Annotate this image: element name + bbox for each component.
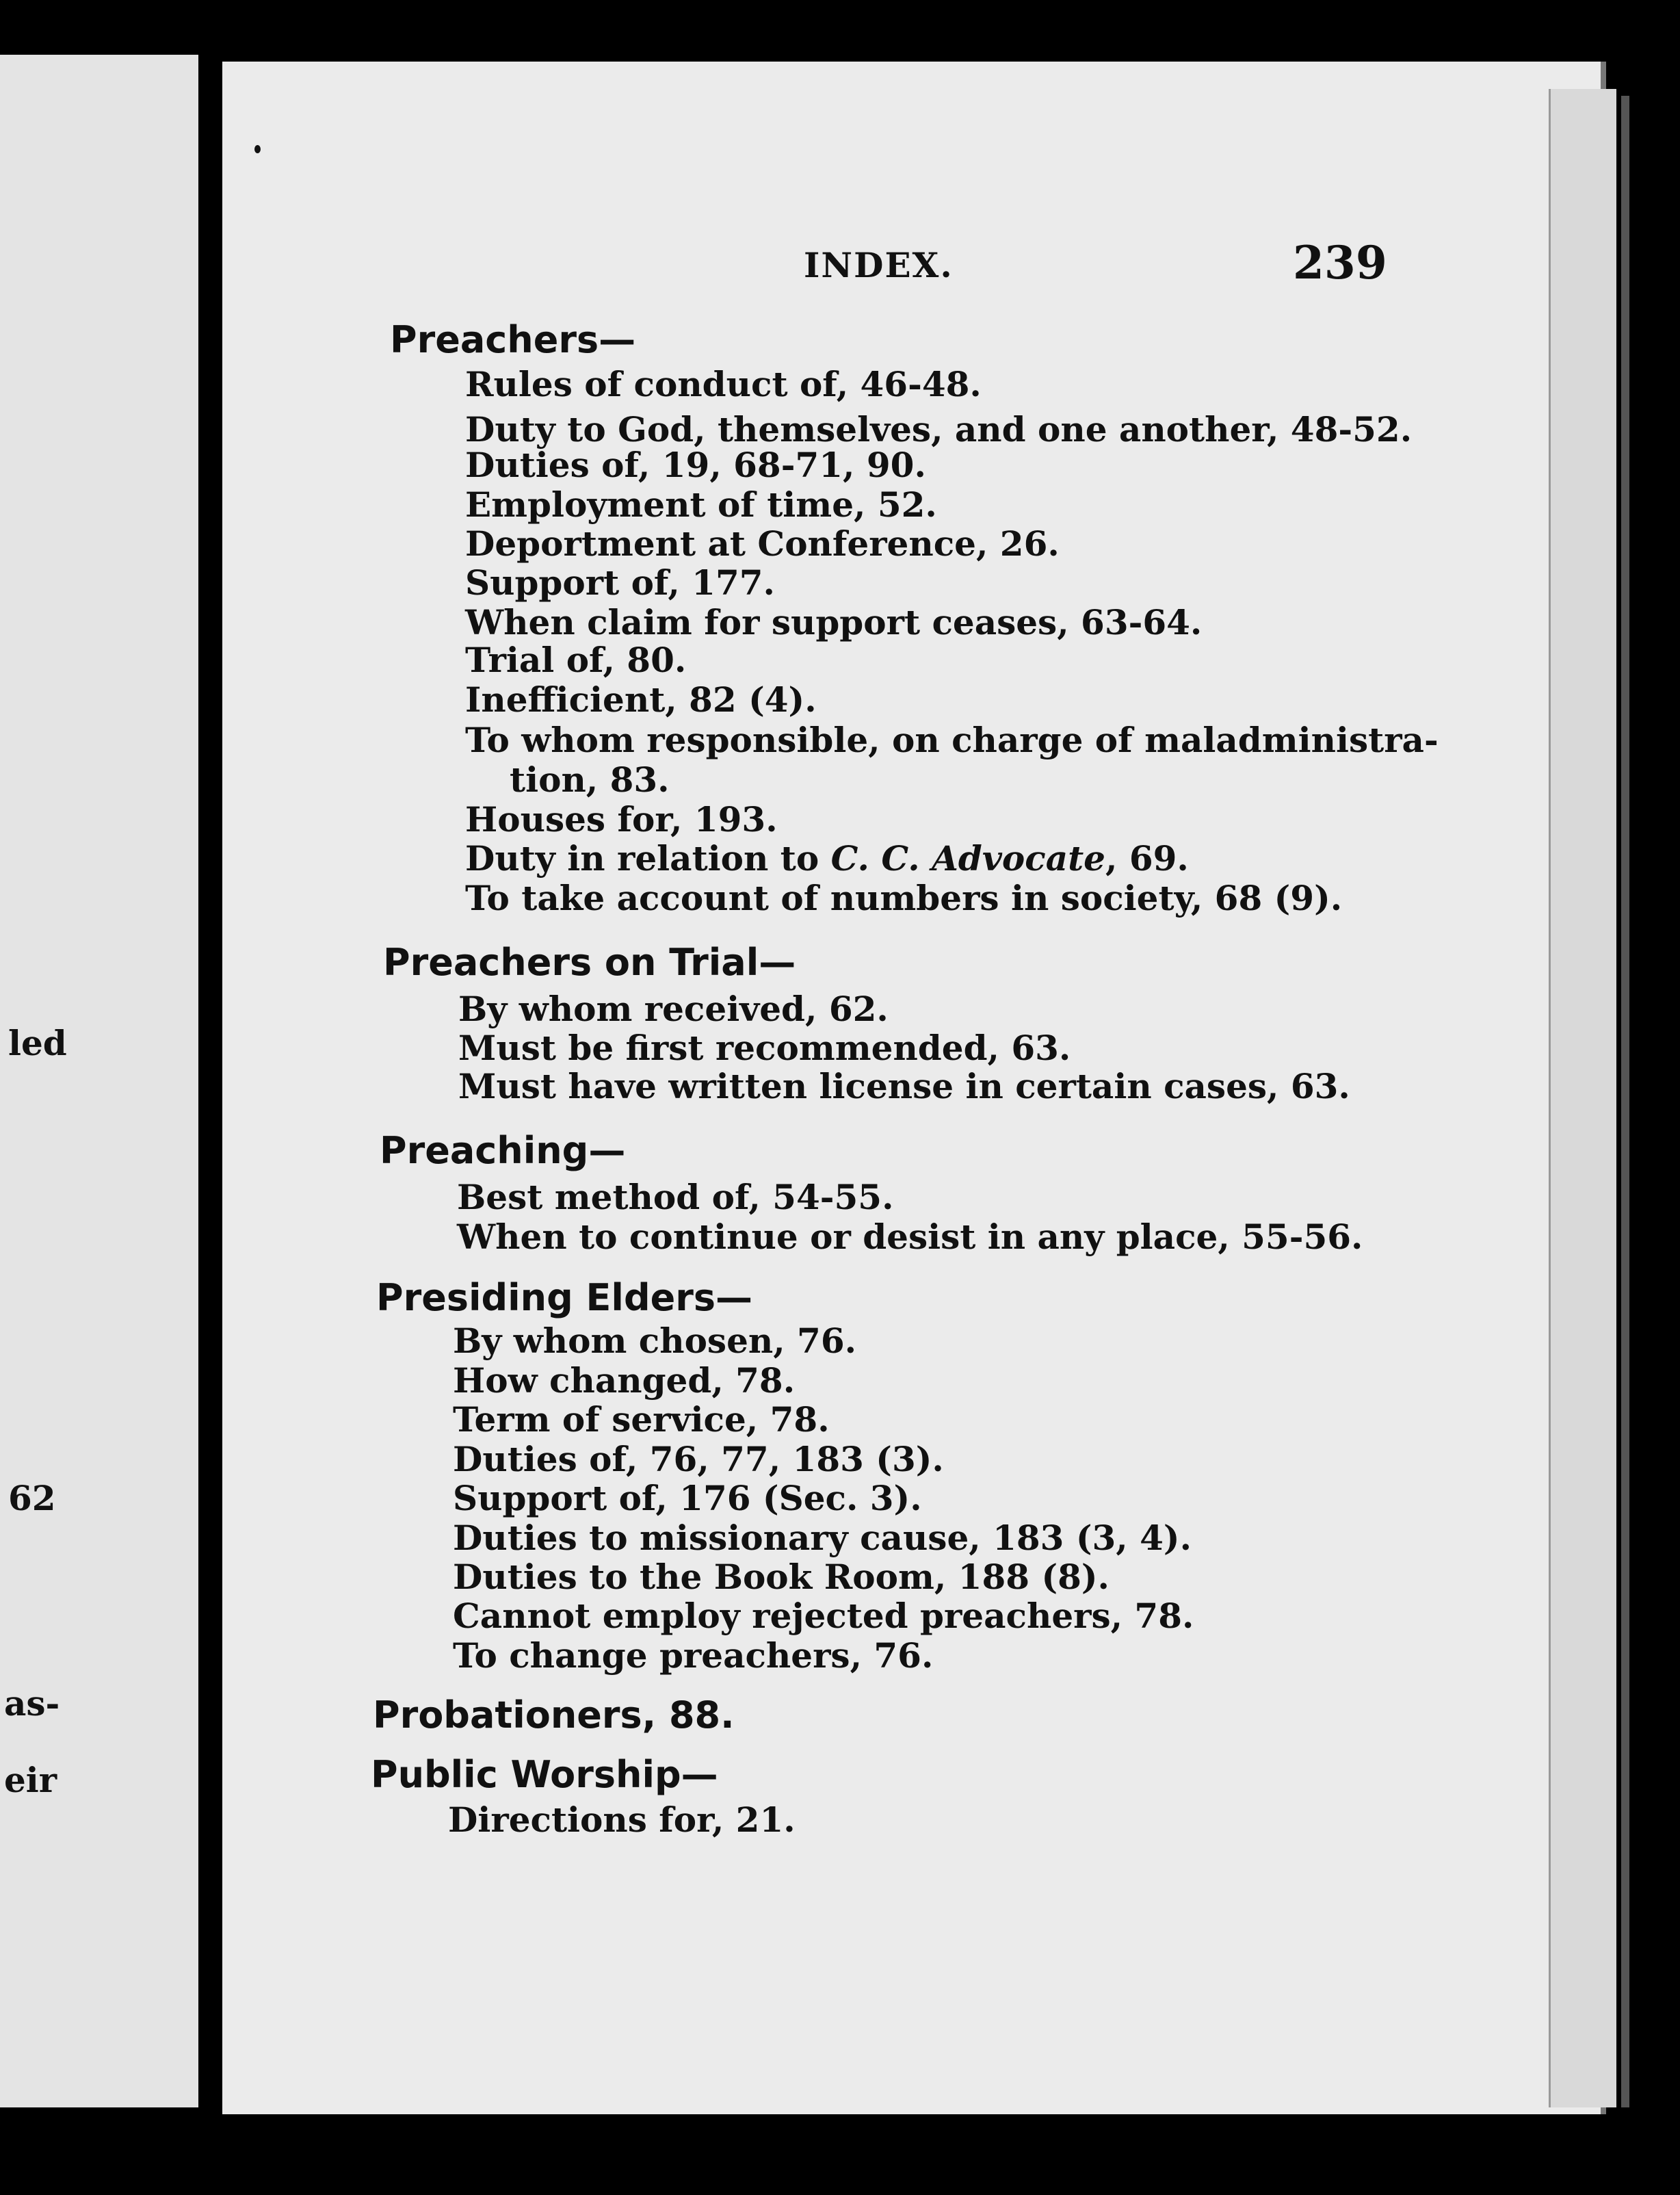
index-entry-continued: tion, 83. (510, 759, 670, 800)
index-entry: Duties of, 19, 68-71, 90. (465, 445, 926, 485)
index-entry: To whom responsible, on charge of maladministra- (465, 720, 1439, 760)
index-entry: Must be first recommended, 63. (458, 1028, 1071, 1068)
running-head: INDEX. (804, 245, 954, 285)
index-entry: To take account of numbers in society, 68 (9). (465, 878, 1343, 918)
index-entry: Employment of time, 52. (465, 484, 937, 525)
index-heading-public-worship: Public Worship— (371, 1753, 718, 1796)
entry-title-italic: C. C. Advocate (830, 838, 1105, 879)
index-entry: Cannot employ rejected preachers, 78. (453, 1596, 1194, 1636)
index-heading-preachers-on-trial: Preachers on Trial— (383, 941, 796, 984)
index-entry: Directions for, 21. (448, 1800, 796, 1840)
index-heading-preachers: Preachers— (390, 318, 636, 361)
index-entry: By whom chosen, 76. (453, 1321, 857, 1361)
index-entry: When to continue or desist in any place, 55-56. (457, 1217, 1363, 1257)
entry-text: Duty in relation to (465, 838, 831, 879)
index-entry: Deportment at Conference, 26. (465, 523, 1060, 564)
ink-speck (254, 145, 261, 153)
index-entry: Must have written license in certain cases, 63. (458, 1066, 1350, 1106)
left-page-fragment: as- (4, 1683, 60, 1724)
index-entry: Inefficient, 82 (4). (465, 679, 817, 720)
left-page-fragment: 62 (8, 1478, 56, 1518)
index-entry: Duties of, 76, 77, 183 (3). (453, 1439, 944, 1479)
index-entry: To change preachers, 76. (453, 1635, 934, 1676)
left-page-fragment: led (8, 1023, 67, 1063)
index-heading-preaching: Preaching— (380, 1129, 626, 1172)
index-entry: Best method of, 54-55. (457, 1177, 894, 1217)
index-entry: Duties to the Book Room, 188 (8). (453, 1557, 1110, 1597)
index-entry: Houses for, 193. (465, 799, 778, 840)
index-entry: By whom received, 62. (458, 989, 889, 1029)
index-entry: How changed, 78. (453, 1360, 796, 1401)
index-entry: Support of, 176 (Sec. 3). (453, 1478, 922, 1518)
page-number: 239 (1293, 236, 1387, 289)
index-entry: Trial of, 80. (465, 640, 687, 680)
index-heading-presiding-elders: Presiding Elders— (376, 1276, 752, 1319)
index-entry-advocate (465, 838, 1189, 879)
index-entry: Duties to missionary cause, 183 (3, 4). (453, 1518, 1192, 1558)
page-edge-shadow (1549, 89, 1616, 2107)
index-entry: Duty to God, themselves, and one another, 48-52. (465, 409, 1413, 450)
index-entry: Support of, 177. (465, 562, 775, 603)
index-entry: Term of service, 78. (453, 1399, 830, 1440)
index-entry: When claim for support ceases, 63-64. (465, 602, 1203, 642)
index-heading-probationers: Probationers, 88. (373, 1693, 735, 1737)
entry-text: , 69. (1105, 838, 1189, 879)
index-entry: Rules of conduct of, 46-48. (465, 364, 982, 404)
binding-edge (1621, 96, 1629, 2107)
left-page-fragment: eir (4, 1760, 57, 1800)
